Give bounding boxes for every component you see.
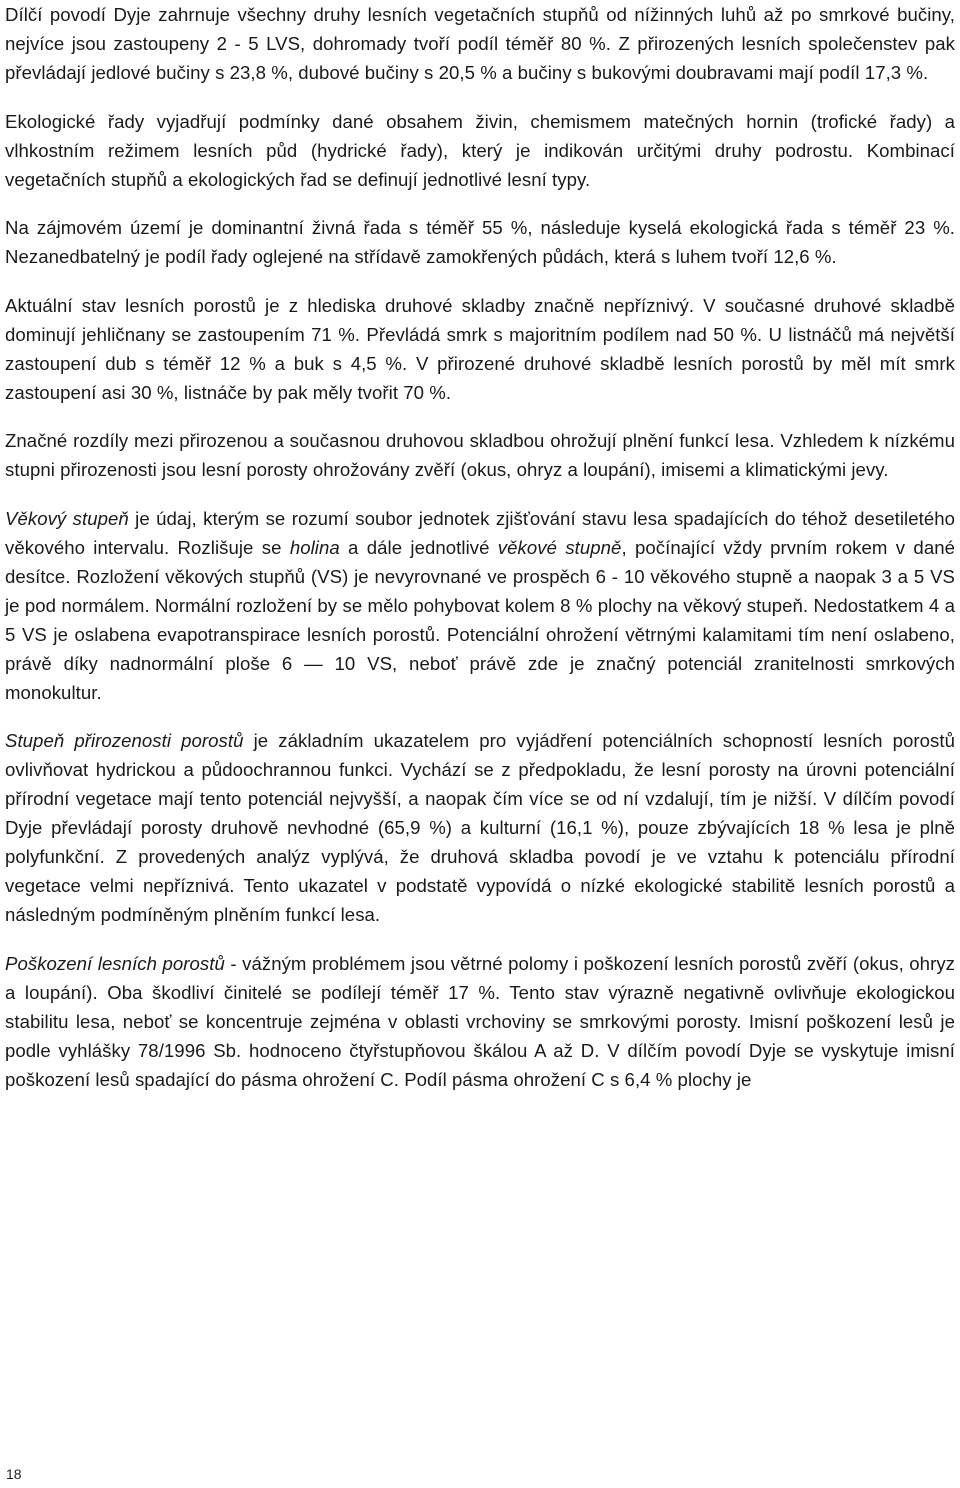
text-run: Aktuální stav lesních porostů je z hlediska druhové skladby značně nepříznivý. V současné druhové skladbě dominují jehličnany se zastoupením 71 %. Převládá smrk s majoritním podílem nad 50 %. U listnáčů má největší zastoupení dub s téměř 12 % a buk s 4,5 %. V přirozené druhové skladbě lesních porostů by měl mít smrk zastoupení asi 30 %, listnáče by pak měly tvořit 70 %. (5, 294, 955, 403)
text-run: je základním ukazatelem pro vyjádření potenciálních schopností lesních porostů ovlivňovat hydrickou a půdoochrannou funkci. Vychází se z předpokladu, že lesní porosty na úrovni potenciální přírodní vegetace mají tento potenciál nejvyšší, a naopak čím více se od ní vzdalují, tím je nižší. V dílčím povodí Dyje převládají porosty druhově nevhodné (65,9 %) a kulturní (16,1 %), pouze zbývajících 18 % lesa je plně polyfunkční. Z provedených analýz vyplývá, že druhová skladba povodí je ve vztahu k potenciálu přírodní vegetace velmi nepříznivá. Tento ukazatel v podstatě vypovídá o nízké ekologické stabilitě lesních porostů a následným podmíněným plněním funkcí lesa. (5, 730, 955, 925)
paragraph-ecological-series (5, 107, 955, 194)
paragraph-composition-differences (5, 426, 955, 484)
text-run: Dílčí povodí Dyje zahrnuje všechny druhy lesních vegetačních stupňů od nížinných luhů až po smrkové bučiny, nejvíce jsou zastoupeny 2 - 5 LVS, dohromady tvoří podíl téměř 80 %. Z přirozených lesních společenstev pak převládají jedlové bučiny s 23,8 %, dubové bučiny s 20,5 % a bučiny s bukovými doubravami mají podíl 17,3 %. (5, 4, 955, 83)
text-run: Ekologické řady vyjadřují podmínky dané obsahem živin, chemismem matečných hornin (trofické řady) a vlhkostním režimem lesních půd (hydrické řady), který je indikován určitými druhy podrostu. Kombinací vegetačních stupňů a ekologických řad se definují jednotlivé lesní typy. (5, 110, 955, 190)
paragraph-dominant-series (5, 213, 955, 271)
paragraph-forest-damage (5, 949, 955, 1094)
text-run: Značné rozdíly mezi přirozenou a současnou druhovou skladbou ohrožují plnění funkcí lesa. Vzhledem k nízkému stupni přirozenosti jsou lesní porosty ohrožovány zvěří (okus, ohryz a loupání), imisemi a klimatickými jevy. (5, 430, 955, 480)
italic-term: věkové stupně (497, 536, 622, 558)
italic-term: Věkový stupeň (5, 507, 129, 529)
text-run: je údaj, kterým se rozumí soubor jednotek zjišťování stavu lesa spadajících do téhož desetiletého věkového intervalu. Rozlišuje se (5, 507, 955, 558)
italic-term: holina (289, 536, 340, 558)
document-page (5, 0, 955, 1094)
text-run: , počínající vždy prvním rokem v dané desítce. Rozložení věkových stupňů (VS) je nevyrovnané ve prospěch 6 - 10 věkového stupně a naopak 3 a 5 VS je pod normálem. Normální rozložení by se mělo pohybovat kolem 8 % plochy na věkový stupeň. Nedostatkem 4 a 5 VS je oslabena evapotranspirace lesních porostů. Potenciální ohrožení větrnými kalamitami tím není oslabeno, právě díky nadnormální ploše 6 — 10 VS, neboť právě zde je značný potenciál zranitelnosti smrkových monokultur. (5, 536, 955, 703)
paragraph-vegetation-zones (5, 0, 955, 87)
italic-term: Poškození lesních porostů (5, 952, 225, 974)
text-run: a dále jednotlivé (339, 536, 498, 558)
paragraph-age-class (5, 504, 955, 707)
paragraph-naturalness-degree (5, 726, 955, 929)
text-run: Na zájmovém území je dominantní živná řada s téměř 55 %, následuje kyselá ekologická řada s téměř 23 %. Nezanedbatelný je podíl řady oglejené na střídavě zamokřených půdách, která s luhem tvoří 12,6 %. (5, 217, 955, 267)
italic-term: Stupeň přirozenosti porostů (5, 730, 244, 751)
text-run: - vážným problémem jsou větrné polomy i poškození lesních porostů zvěří (okus, ohryz a loupání). Oba škodliví činitelé se podílejí téměř 17 %. Tento stav výrazně negativně ovlivňuje ekologickou stabilitu lesa, neboť se koncentruje zejména v oblasti vrchoviny se smrkovými porosty. Imisní poškození lesů je podle vyhlášky 78/1996 Sb. hodnoceno čtyřstupňovou škálou A až D. V dílčím povodí Dyje se vyskytuje imisní poškození lesů spadající do pásma ohrožení C. Podíl pásma ohrožení C s 6,4 % plochy je (5, 952, 956, 1090)
paragraph-species-composition (5, 291, 955, 407)
page-number: 18 (6, 1466, 22, 1482)
